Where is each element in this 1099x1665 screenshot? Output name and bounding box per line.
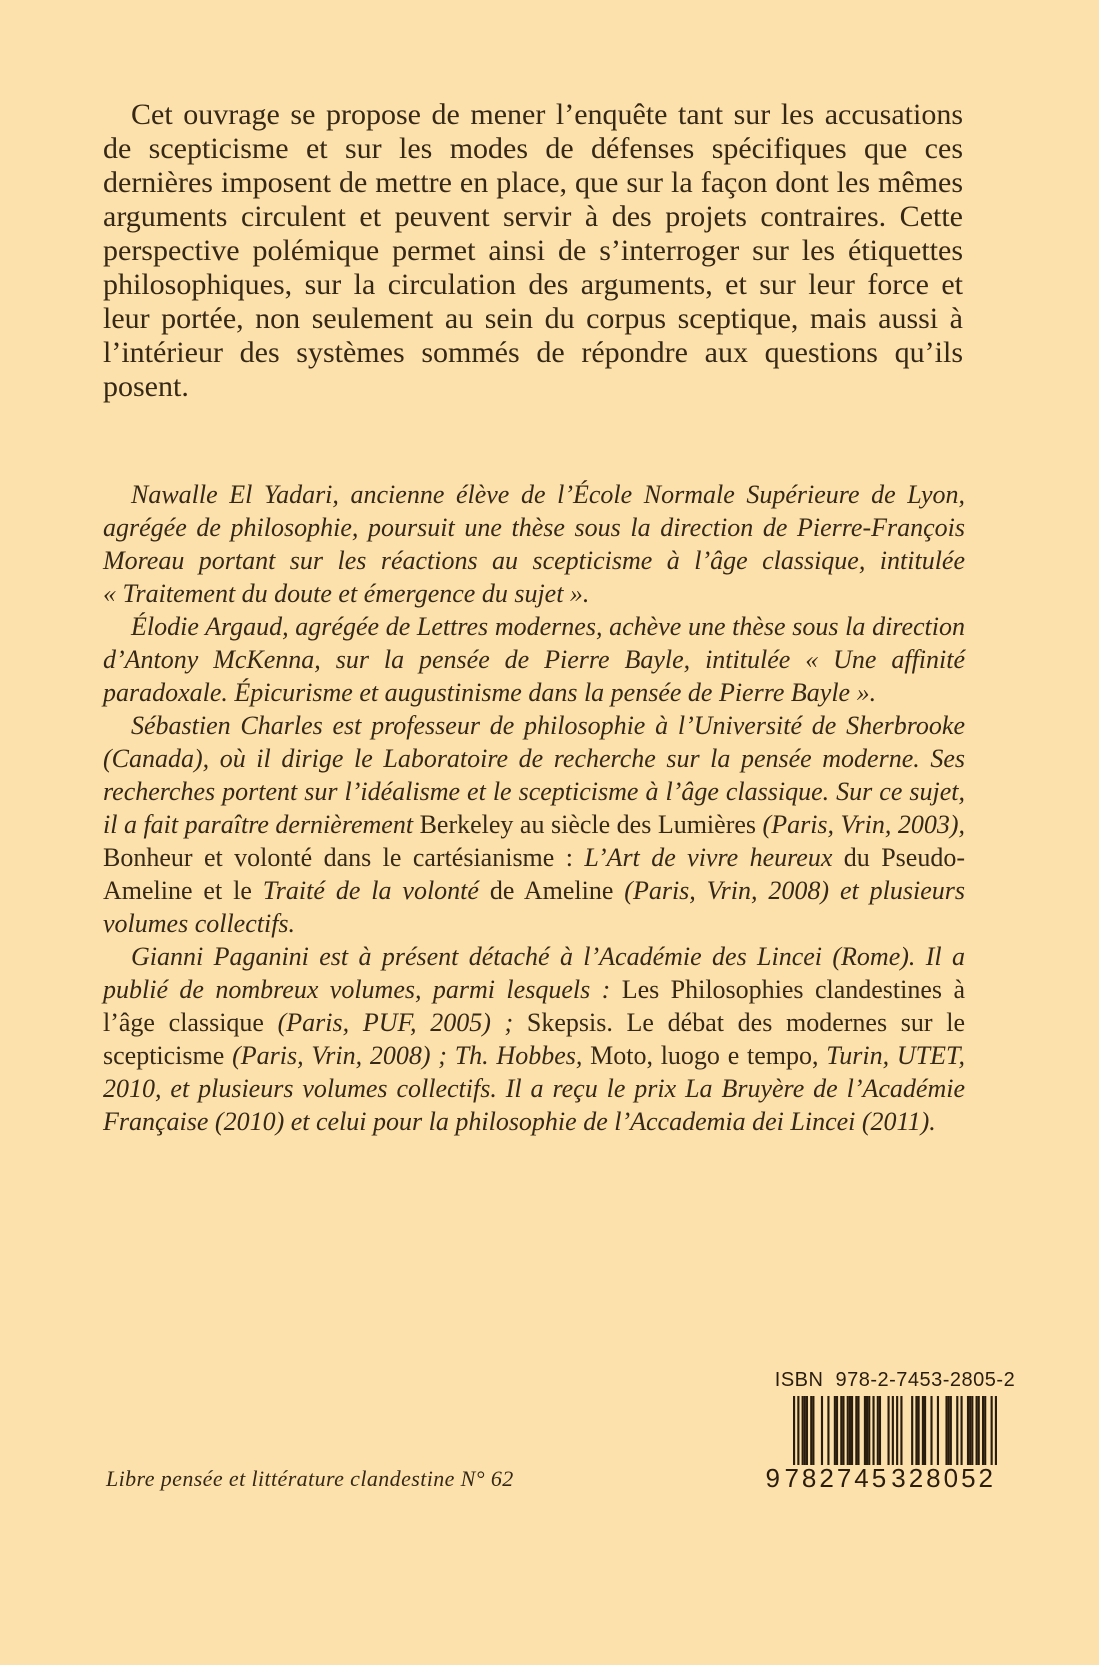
- text-segment: du Pseudo-Ameline et le: [103, 843, 965, 905]
- text-segment: L’Art de vivre heureux: [584, 843, 844, 872]
- author-bios: [103, 478, 965, 1138]
- barcode-digits: [762, 1465, 997, 1491]
- text-segment: (Paris, Vrin, 2008) ; Th. Hobbes,: [232, 1041, 591, 1070]
- isbn-number: 978-2-7453-2805-2: [835, 1369, 1016, 1391]
- bio-paragraph-sebastien-charles: [103, 709, 965, 940]
- text-segment: (Paris, Vrin, 2008) et plusieurs volumes collectifs.: [103, 876, 965, 938]
- text-segment: Gianni Paganini est à présent détaché à l’Académie des Lincei (Rome). Il a publié de nombreux volumes, parmi lesquels :: [103, 942, 965, 1004]
- text-segment: de Ameline: [489, 876, 625, 905]
- text-segment: Nawalle El Yadari, ancienne élève de l’École Normale Supérieure de Lyon, agrégée de philosophie, poursuit une thèse sous la direction de Pierre-François Moreau portant sur les réactions au scepticisme à l’âge classique, intitulée « Traitement du doute et émergence du sujet ».: [103, 480, 965, 608]
- text-segment: Traité de la volonté: [262, 876, 490, 905]
- bio-paragraph-elodie-argaud: [103, 610, 965, 709]
- isbn-label: [774, 1369, 1016, 1392]
- bio-paragraph-gianni-paganini: [103, 940, 965, 1138]
- text-segment: Skepsis. Le débat des modernes sur le scepticisme: [103, 1008, 965, 1070]
- text-segment: Berkeley au siècle des Lumières: [419, 810, 763, 839]
- text-segment: Les Philosophies clandestines à l’âge classique: [103, 975, 965, 1037]
- text-segment: Élodie Argaud, agrégée de Lettres modernes, achève une thèse sous la direction d’Antony McKenna, sur la pensée de Pierre Bayle, intitulée « Une affinité paradoxale. Épicurisme et augustinisme dans la pensée de Pierre Bayle ».: [103, 612, 965, 707]
- barcode-digit-group-2: 328052: [891, 1463, 996, 1493]
- barcode-leading-digit: 9: [765, 1463, 780, 1493]
- barcode-digit-group-1: 782745: [784, 1463, 890, 1493]
- isbn-word: ISBN: [774, 1369, 824, 1391]
- synopsis-paragraph: Cet ouvrage se propose de mener l’enquête tant sur les accusations de scepticisme et sur les modes de défenses spécifiques que ces dernières imposent de mettre en place, que sur la façon dont les mêmes arguments circulent et peuvent servir à des projets contraires. Cette perspective polémique permet ainsi de s’interroger sur les étiquettes philosophiques, sur la circulation des arguments, et sur leur force et leur portée, non seulement au sein du corpus sceptique, mais aussi à l’intérieur des systèmes sommés de répondre aux questions qu’ils posent.: [103, 98, 963, 403]
- text-segment: Bonheur et volonté dans le cartésianisme :: [103, 843, 585, 872]
- series-title: Libre pensée et littérature clandestine N° 62: [106, 1466, 514, 1491]
- text-segment: (Paris, Vrin, 2003),: [762, 810, 965, 839]
- text-segment: Moto, luogo e tempo,: [590, 1041, 827, 1070]
- bio-paragraph-nawalle-el-yadari: [103, 478, 965, 610]
- isbn-area: [762, 1369, 1016, 1499]
- text-segment: (Paris, PUF, 2005) ;: [277, 1008, 527, 1037]
- text-segment: Sébastien Charles est professeur de philosophie à l’Université de Sherbrooke (Canada), où il dirige le Laboratoire de recherche sur la pensée moderne. Ses recherches portent sur l’idéalisme et le scepticisme à l’âge classique. Sur ce sujet, il a fait paraître dernièrement: [103, 711, 965, 839]
- text-segment: Turin, UTET, 2010, et plusieurs volumes collectifs. Il a reçu le prix La Bruyère de l’Académie Française (2010) et celui pour la philosophie de l’Accademia dei Lincei (2011).: [103, 1041, 966, 1136]
